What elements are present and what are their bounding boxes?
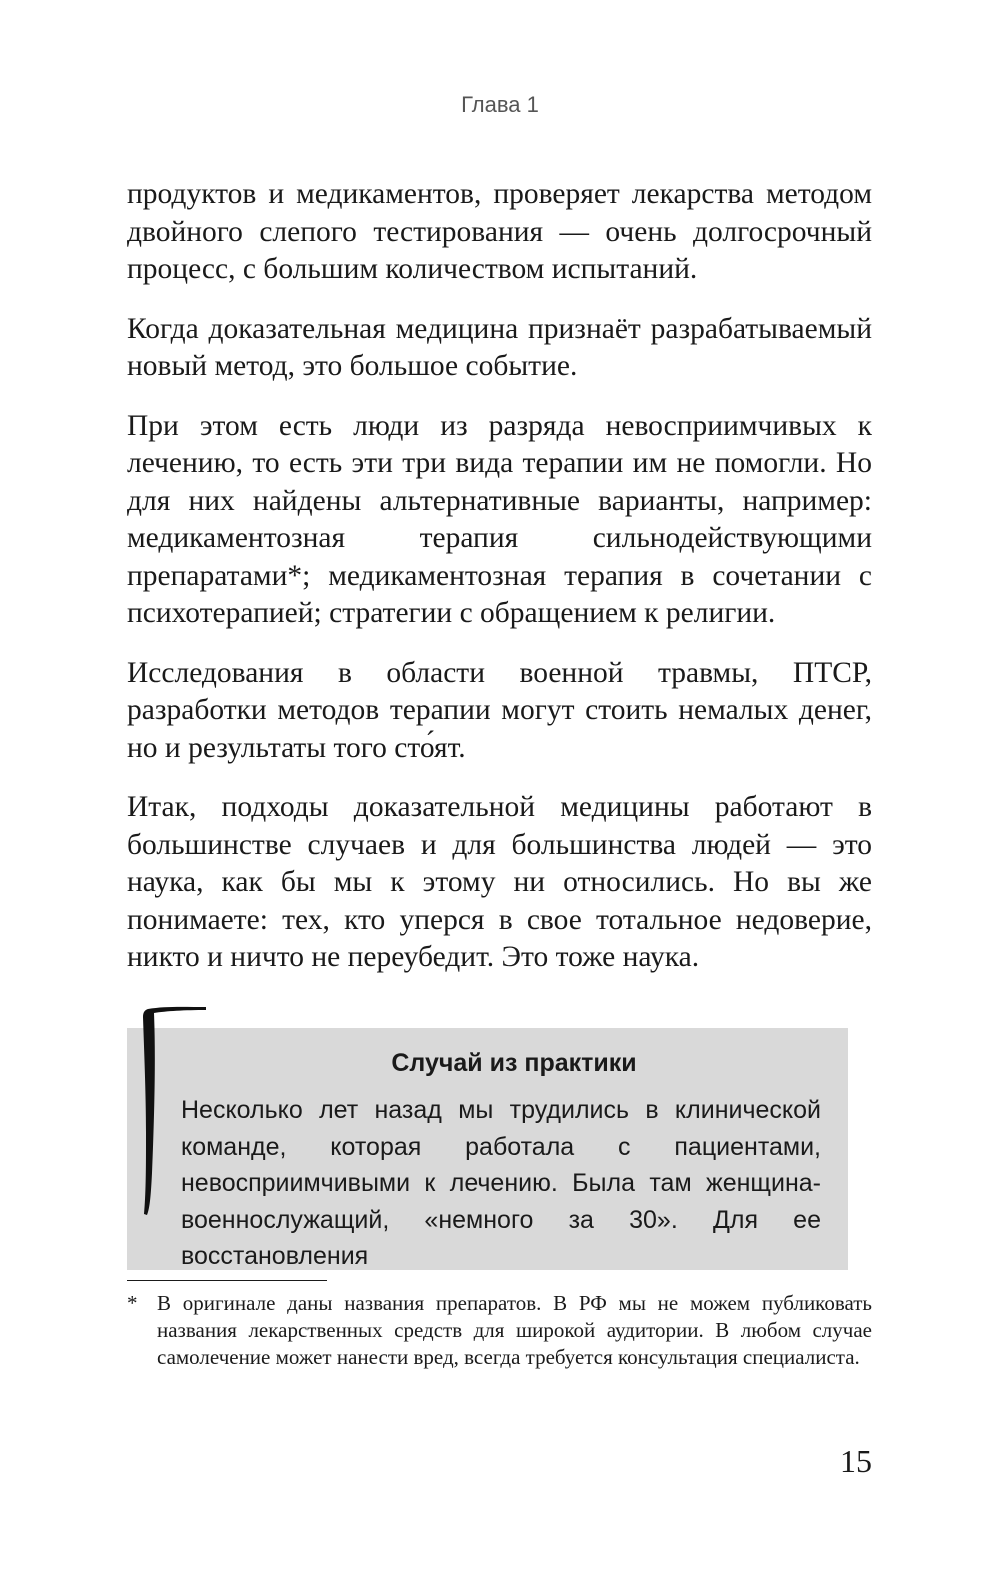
footnote-mark: * — [127, 1291, 138, 1315]
main-text — [127, 176, 872, 999]
case-study-title: Случай из практики — [391, 1049, 637, 1077]
paragraph: Когда доказательная медицина признаёт разрабатываемый новый метод, это большое событие. — [127, 312, 872, 382]
case-study-box — [127, 1028, 848, 1270]
running-head: Глава 1 — [461, 92, 539, 117]
paragraph: При этом есть люди из разряда невосприимчивых к лечению, то есть эти три вида терапии им не помогли. Но для них найдены альтернативные варианты, например: медикаментозная терапия сильнодействующими препаратами*; медикаментозная терапия в сочетании с психотерапией; стратегии с обращением к религии. — [127, 409, 872, 629]
footnote — [127, 1290, 872, 1371]
page-number: 15 — [840, 1443, 872, 1479]
footnote-text: В оригинале даны названия препаратов. В РФ мы не можем публиковать названия лекарственных средств для широкой аудитории. В любом случае самолечение может нанести вред, всегда требуется консультация специалиста. — [157, 1291, 872, 1369]
paragraph: Итак, подходы доказательной медицины работают в большинстве случаев и для большинства людей — это наука, как бы мы к этому ни относились. Но вы же понимаете: тех, кто уперся в свое тотальное недоверие, никто и ничто не переубедит. Это тоже наука. — [127, 791, 872, 973]
paragraph: продуктов и медикаментов, проверяет лекарства методом двойного слепого тестирования — очень долгосрочный процесс, с большим количеством испытаний. — [127, 178, 872, 285]
footnote-divider — [127, 1280, 327, 1281]
case-study-text: Несколько лет назад мы трудились в клинической команде, которая работала с пациентами, невосприимчивыми к лечению. Была там женщина-военнослужащий, «немного за 30». Для ее восстановления — [181, 1096, 821, 1270]
paragraph: Исследования в области военной травмы, ПТСР, разработки методов терапии могут стоить немалых денег, но и результаты того сто́ят. — [127, 656, 872, 764]
bracket-decoration-icon — [140, 1003, 210, 1218]
